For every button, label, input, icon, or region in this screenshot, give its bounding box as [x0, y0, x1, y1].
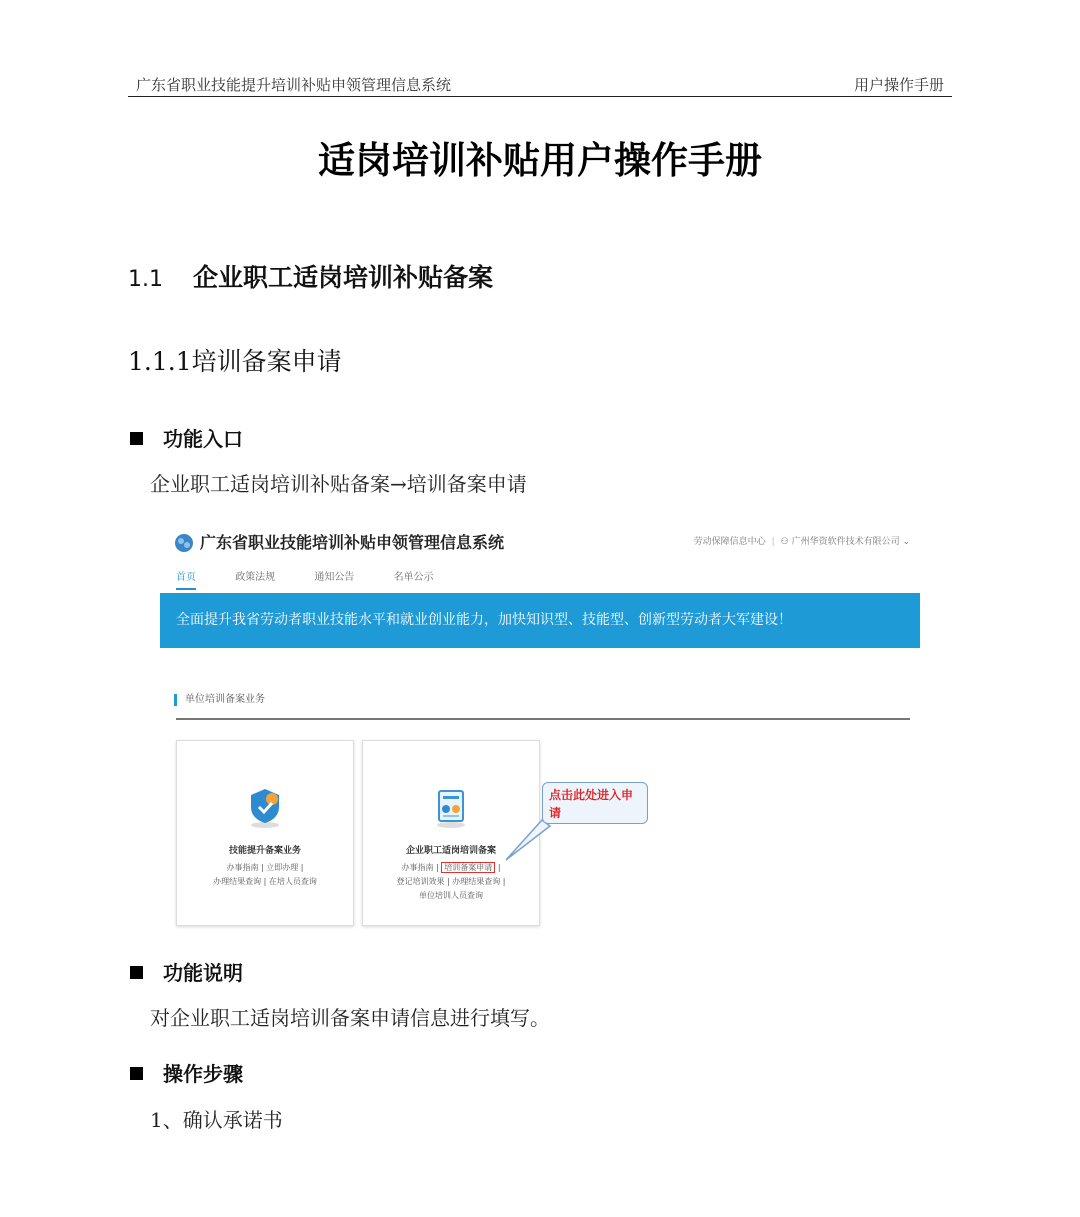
card-links-line2[interactable]: 办理结果查询 | 在培人员查询	[213, 877, 317, 886]
section-heading	[128, 258, 493, 294]
embedded-screenshot	[158, 516, 922, 932]
header-system-name: 广东省职业技能提升培训补贴申领管理信息系统	[136, 76, 452, 94]
document-icon	[431, 785, 471, 829]
card-title: 企业职工适岗培训备案	[405, 846, 496, 856]
description-heading	[130, 957, 243, 986]
entry-path: 企业职工适岗培训补贴备案→培训备案申请	[150, 472, 527, 496]
nav-home[interactable]: 首页	[176, 572, 196, 590]
card-links-line2[interactable]: 登记培训效果 | 办理结果查询 |	[396, 877, 506, 886]
section-divider	[176, 718, 910, 720]
callout-note: 点击此处进入申请	[542, 782, 648, 824]
section-number: 1.1	[128, 267, 163, 292]
entry-heading-text: 功能入口	[163, 427, 243, 451]
bullet-square-icon	[130, 966, 143, 979]
subsection-heading: 1.1.1培训备案申请	[128, 347, 342, 376]
guide-link[interactable]: 办事指南 |	[401, 863, 439, 872]
shield-icon	[245, 785, 285, 829]
page-header	[128, 72, 952, 97]
link-separator: |	[497, 863, 501, 872]
card-links-line3[interactable]: 单位培训人员查询	[419, 891, 483, 900]
bullet-square-icon	[130, 1067, 143, 1080]
description-heading-text: 功能说明	[163, 961, 243, 985]
steps-heading	[130, 1058, 243, 1087]
business-section-label: 单位培训备案业务	[174, 694, 265, 706]
top-right-links: 劳动保障信息中心 | ⚇ 广州华资软件技术有限公司 ⌄	[693, 537, 910, 547]
banner: 全面提升我省劳动者职业技能水平和就业创业能力，加快知识型、技能型、创新型劳动者大军建设！	[160, 593, 920, 648]
bullet-square-icon	[130, 432, 143, 445]
info-center-link[interactable]: 劳动保障信息中心	[693, 537, 766, 547]
company-dropdown[interactable]: 广州华资软件技术有限公司 ⌄	[791, 537, 910, 547]
training-apply-link[interactable]: 培训备案申请	[441, 862, 495, 873]
card-links	[177, 861, 353, 889]
nav-policy[interactable]: 政策法规	[235, 572, 276, 583]
header-doc-type: 用户操作手册	[853, 76, 944, 94]
nav-notice[interactable]: 通知公告	[314, 572, 355, 583]
steps-heading-text: 操作步骤	[163, 1062, 243, 1086]
system-logo-icon	[174, 533, 194, 553]
main-nav	[176, 568, 470, 583]
card-title: 技能提升备案业务	[228, 846, 301, 856]
card-links	[363, 861, 539, 903]
card-skill-upgrade	[176, 740, 354, 926]
section-text: 企业职工适岗培训补贴备案	[193, 263, 494, 292]
entry-heading	[130, 423, 243, 452]
nav-list[interactable]: 名单公示	[393, 572, 434, 583]
document-title: 适岗培训补贴用户操作手册	[318, 139, 762, 182]
step-1: 1、确认承诺书	[150, 1108, 283, 1132]
description-text: 对企业职工适岗培训备案申请信息进行填写。	[150, 1006, 550, 1030]
system-title: 广东省职业技能培训补贴申领管理信息系统	[200, 533, 505, 552]
card-links-line1[interactable]: 办事指南 | 立即办理 |	[226, 863, 304, 872]
user-icon: ⚇	[780, 537, 789, 547]
